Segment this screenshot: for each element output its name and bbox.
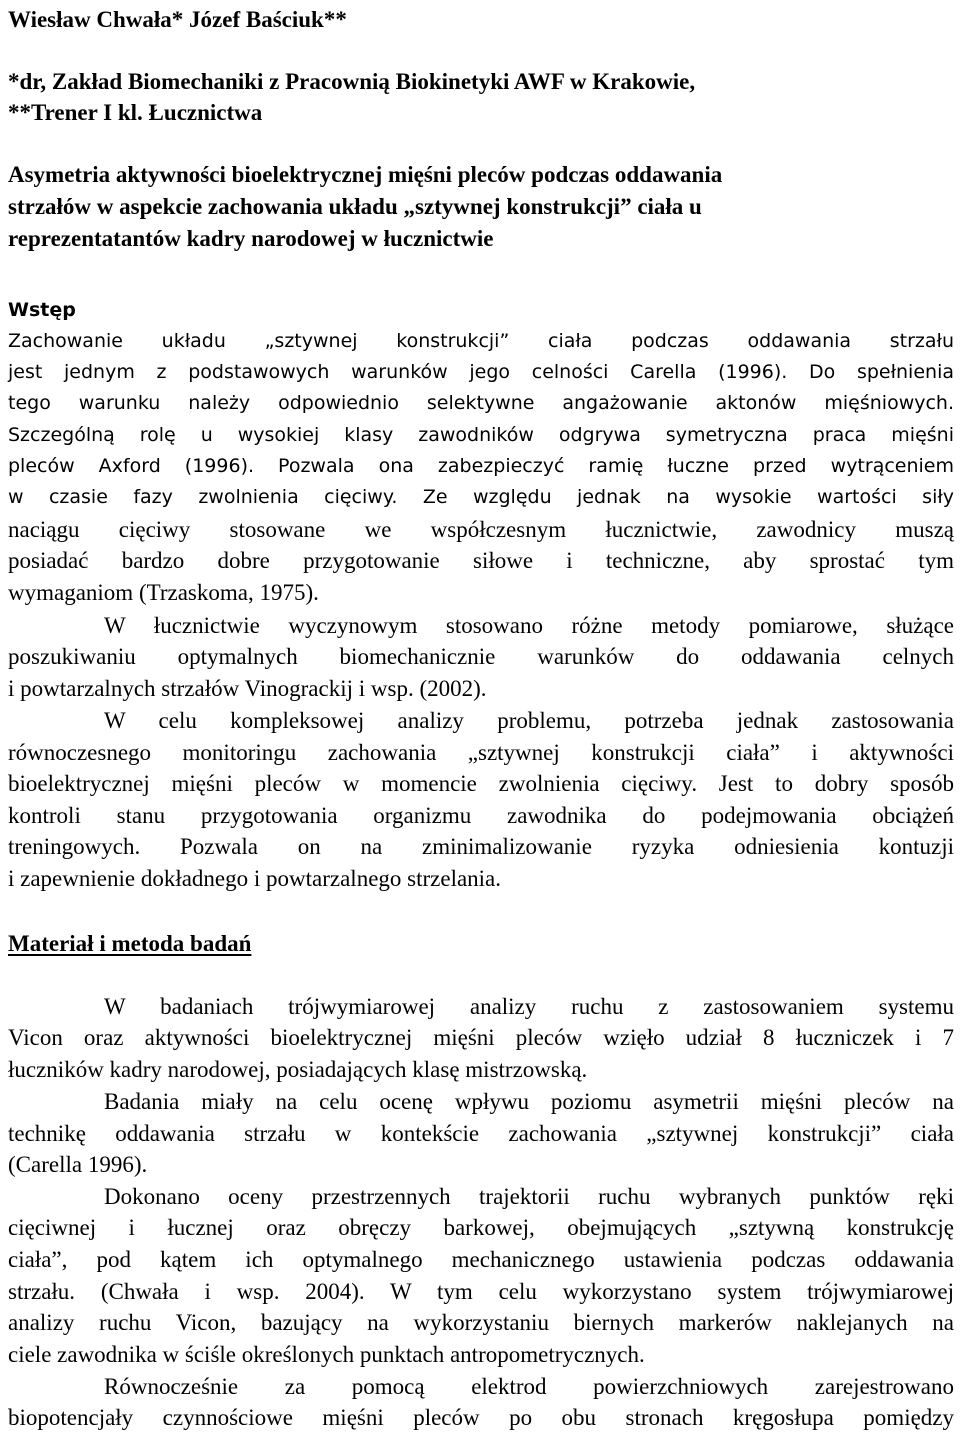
affiliation-1: *dr, Zakład Biomechaniki z Pracownią Biokinetyki AWF w Krakowie,: [8, 69, 696, 94]
methods-line: Vicon oraz aktywności bioelektrycznej mięśni pleców wzięło udział 8 łuczniczek i 7: [8, 1025, 954, 1050]
body-line: równoczesnego monitoringu zachowania „sztywnej konstrukcji ciała” i aktywności: [8, 740, 954, 765]
body-line: i powtarzalnych strzałów Vinograckij i wsp. (2002).: [8, 676, 487, 701]
body-line: w czasie fazy zwolnienia cięciwy. Ze względu jednak na wysokie wartości siły: [8, 486, 954, 508]
body-line: poszukiwaniu optymalnych biomechanicznie warunków do oddawania celnych: [8, 644, 954, 669]
body-line: bioelektrycznej mięśni pleców w momencie zwolnienia cięciwy. Jest to dobry sposób: [8, 771, 954, 796]
methods-heading: Materiał i metoda badań: [8, 931, 252, 956]
body-line: W celu kompleksowej analizy problemu, potrzeba jednak zastosowania: [104, 708, 954, 733]
body-line: kontroli stanu przygotowania organizmu zawodnika do podejmowania obciążeń: [8, 803, 954, 828]
intro-line: jest jednym z podstawowych warunków jego celności Carella (1996). Do spełnienia: [8, 361, 954, 383]
intro-heading: Wstęp: [8, 299, 76, 321]
title-line: Asymetria aktywności bioelektrycznej mięśni pleców podczas oddawania: [8, 162, 723, 187]
intro-line: Zachowanie układu „sztywnej konstrukcji” ciała podczas oddawania strzału: [8, 330, 954, 352]
methods-line: Dokonano oceny przestrzennych trajektorii ruchu wybranych punktów ręki: [104, 1184, 954, 1209]
body-line: posiadać bardzo dobre przygotowanie siłowe i techniczne, aby sprostać tym: [8, 548, 954, 573]
methods-line: łuczników kadry narodowej, posiadających klasę mistrzowską.: [8, 1057, 588, 1082]
intro-line: pleców Axford (1996). Pozwala ona zabezpieczyć ramię łuczne przed wytrąceniem: [8, 455, 954, 477]
affiliation-2: **Trener I kl. Łucznictwa: [8, 100, 263, 125]
methods-line: Badania miały na celu ocenę wpływu poziomu asymetrii mięśni pleców na: [104, 1089, 954, 1114]
methods-line: biopotencjały czynnościowe mięśni pleców po obu stronach kręgosłupa pomiędzy: [8, 1405, 954, 1430]
body-line: treningowych. Pozwala on na zminimalizowanie ryzyka odniesienia kontuzji: [8, 834, 954, 859]
title-line: reprezentatantów kadry narodowej w łucznictwie: [8, 226, 494, 251]
body-line: i zapewnienie dokładnego i powtarzalnego strzelania.: [8, 866, 502, 891]
methods-line: technikę oddawania strzału w kontekście zachowania „sztywnej konstrukcji” ciała: [8, 1121, 954, 1146]
intro-line: tego warunku należy odpowiednio selektywne angażowanie aktonów mięśniowych.: [8, 392, 954, 414]
methods-line: ciele zawodnika w ściśle określonych punktach antropometrycznych.: [8, 1342, 645, 1367]
methods-line: ciała”, pod kątem ich optymalnego mechanicznego ustawienia podczas oddawania: [8, 1247, 954, 1272]
methods-line: Równocześnie za pomocą elektrod powierzchniowych zarejestrowano: [104, 1374, 954, 1399]
authors: Wiesław Chwała* Józef Baściuk**: [8, 7, 347, 32]
body-line: wymaganiom (Trzaskoma, 1975).: [8, 580, 319, 605]
methods-line: (Carella 1996).: [8, 1152, 148, 1177]
body-line: W łucznictwie wyczynowym stosowano różne metody pomiarowe, służące: [104, 613, 954, 638]
body-line: naciągu cięciwy stosowane we współczesnym łucznictwie, zawodnicy muszą: [8, 517, 954, 542]
intro-line: Szczególną rolę u wysokiej klasy zawodników odgrywa symetryczna praca mięśni: [8, 424, 954, 446]
title-line: strzałów w aspekcie zachowania układu „sztywnej konstrukcji” ciała u: [8, 194, 702, 219]
methods-line: W badaniach trójwymiarowej analizy ruchu z zastosowaniem systemu: [104, 994, 954, 1019]
methods-line: strzału. (Chwała i wsp. 2004). W tym celu wykorzystano system trójwymiarowej: [8, 1279, 954, 1304]
methods-line: analizy ruchu Vicon, bazujący na wykorzystaniu biernych markerów naklejanych na: [8, 1310, 954, 1335]
methods-line: cięciwnej i łucznej oraz obręczy barkowej, obejmujących „sztywną konstrukcję: [8, 1215, 954, 1240]
